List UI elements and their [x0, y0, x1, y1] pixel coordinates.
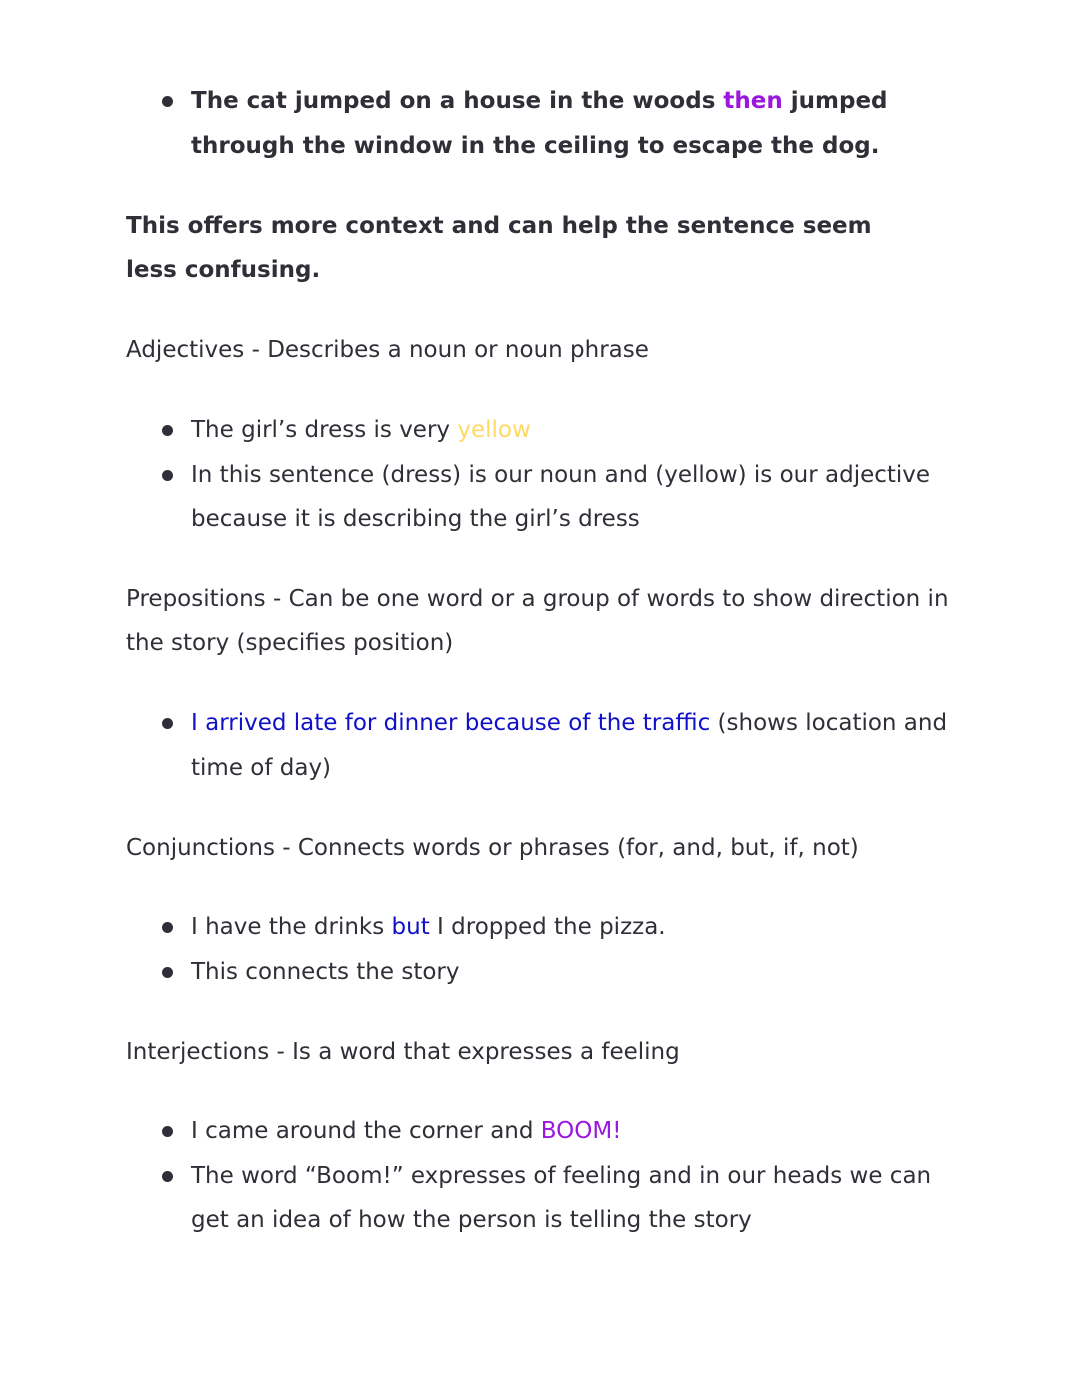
- list-item: [191, 408, 971, 453]
- highlight-yellow: yellow: [457, 417, 531, 443]
- adjectives-heading: Adjectives - Describes a noun or noun phrase: [126, 337, 649, 363]
- highlight-then: then: [723, 88, 783, 114]
- list-item: [191, 905, 971, 950]
- highlight-but: but: [391, 914, 430, 940]
- interjections-list: [191, 1109, 971, 1243]
- conjunction-example: I have the drinks: [191, 914, 392, 940]
- preposition-explanation: (shows location and time of day): [191, 710, 948, 781]
- list-item: [191, 1154, 971, 1243]
- highlight-boom: BOOM!: [540, 1118, 622, 1144]
- conjunction-example-end: I dropped the pizza.: [429, 914, 666, 940]
- prepositions-list: [191, 701, 971, 790]
- list-item: [191, 701, 971, 790]
- list-item: [191, 453, 971, 542]
- list-item: [191, 950, 971, 995]
- prepositions-heading: Prepositions - Can be one word or a group of words to show direction in the story (specifies position): [126, 586, 949, 656]
- conjunctions-list: [191, 905, 971, 994]
- example-list: [191, 79, 971, 168]
- adjective-explanation: In this sentence (dress) is our noun and (yellow) is our adjective because it is describing the girl’s dress: [191, 461, 931, 532]
- example-text-end: jumped through the window in the ceiling to escape the dog.: [191, 88, 888, 159]
- interjection-example: I came around the corner and: [191, 1118, 541, 1144]
- list-item: [191, 79, 971, 168]
- conjunctions-heading: Conjunctions - Connects words or phrases (for, and, but, if, not): [126, 835, 859, 861]
- context-note: This offers more context and can help the sentence seem less confusing.: [126, 213, 872, 283]
- list-item: [191, 1109, 971, 1154]
- highlight-blue: I arrived late for dinner because of the traffic: [191, 710, 711, 736]
- interjections-heading: Interjections - Is a word that expresses a feeling: [126, 1039, 680, 1065]
- interjection-explanation: The word “Boom!” expresses of feeling and in our heads we can get an idea of how the person is telling the story: [191, 1162, 932, 1233]
- conjunction-explanation: This connects the story: [191, 958, 460, 985]
- example-text: The cat jumped on a house in the woods: [191, 88, 724, 114]
- adjective-example: The girl’s dress is very: [191, 417, 458, 443]
- adjectives-list: [191, 408, 971, 542]
